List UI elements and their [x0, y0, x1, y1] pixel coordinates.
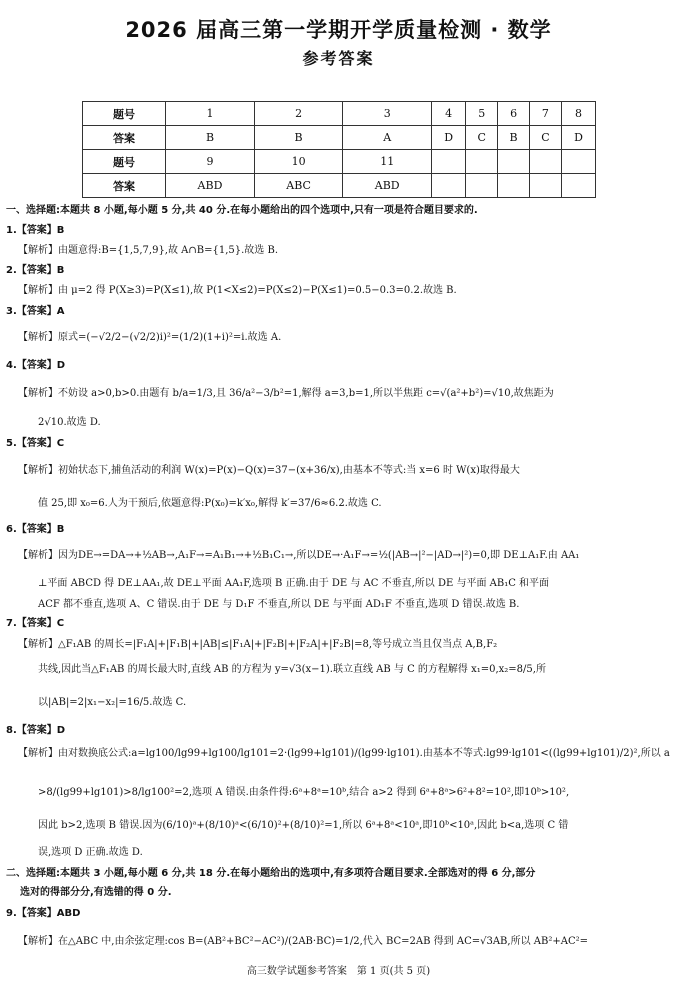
table-cell: 8: [562, 102, 596, 126]
answer-label: 1.【答案】B: [6, 225, 65, 236]
table-cell: B: [498, 126, 529, 150]
answer-label: 6.【答案】B: [6, 524, 65, 535]
table-cell: [498, 174, 529, 198]
table-cell: C: [466, 126, 498, 150]
table-row: [83, 126, 596, 150]
table-cell: 6: [498, 102, 529, 126]
table-cell: 3: [343, 102, 432, 126]
page-title: 2026 届高三第一学期开学质量检测 · 数学: [125, 18, 552, 42]
explanation-line: 【解析】在△ABC 中,由余弦定理:cos B=(AB²+BC²−AC²)/(2AB·BC)=1/2,代入 BC=2AB 得到 AC=√3AB,所以 AB²+AC²=: [18, 936, 588, 947]
table-cell: ABC: [254, 174, 342, 198]
table-cell: ABD: [166, 174, 255, 198]
table-cell: ABD: [343, 174, 432, 198]
table-cell: B: [254, 126, 342, 150]
table-cell: 5: [466, 102, 498, 126]
explanation-line: 【解析】原式=(−√2/2−(√2/2)i)²=(1/2)(1+i)²=i.故选 A.: [18, 332, 282, 343]
table-cell: B: [166, 126, 255, 150]
table-cell: 10: [254, 150, 342, 174]
answer-label: 2.【答案】B: [6, 265, 65, 276]
explanation-line: 【解析】由题意得:B={1,5,7,9},故 A∩B={1,5}.故选 B.: [18, 245, 279, 256]
answer-label: 9.【答案】ABD: [6, 908, 81, 919]
table-row: [83, 102, 596, 126]
table-cell: [498, 150, 529, 174]
table-cell: 11: [343, 150, 432, 174]
answer-label: 7.【答案】C: [6, 618, 65, 629]
table-cell: D: [432, 126, 466, 150]
explanation-line: 值 25,即 x₀=6.人为干预后,依题意得:P(x₀)=k′x₀,解得 k′=37/6≈6.2.故选 C.: [38, 498, 382, 509]
explanation-line: 【解析】由 μ=2 得 P(X≥3)=P(X≤1),故 P(1<X≤2)=P(X≤2)−P(X≤1)=0.5−0.3=0.2.故选 B.: [18, 285, 457, 296]
table-cell: 7: [529, 102, 561, 126]
explanation-line: 以|AB|=2|x₁−x₂|=16/5.故选 C.: [38, 697, 187, 708]
explanation-line: ACF 都不垂直,选项 A、C 错误.由于 DE 与 D₁F 不垂直,所以 DE 与平面 AD₁F 不垂直,选项 D 错误.故选 B.: [38, 599, 520, 610]
section-heading: 选对的得部分分,有选错的得 0 分.: [20, 887, 172, 898]
page-subtitle: 参考答案: [302, 49, 375, 68]
answer-table: [82, 101, 596, 198]
table-cell: [466, 150, 498, 174]
table-cell: 1: [166, 102, 255, 126]
table-cell: [432, 150, 466, 174]
table-cell: [466, 174, 498, 198]
answer-label: 8.【答案】D: [6, 725, 66, 736]
table-header-cell: 题号: [83, 150, 166, 174]
answer-label: 3.【答案】A: [6, 306, 65, 317]
explanation-line: 【解析】由对数换底公式:a=lg100/lg99+lg100/lg101=2·(lg99+lg101)/(lg99·lg101).由基本不等式:lg99·lg101<((lg99+lg101)/2)²,所以 a: [18, 748, 670, 759]
table-row: [83, 174, 596, 198]
explanation-line: >8/(lg99+lg101)>8/lg100²=2,选项 A 错误.由条件得:6ᵃ+8ᵃ=10ᵇ,结合 a>2 得到 6ᵃ+8ᵃ>6²+8²=10²,即10ᵇ>10²,: [38, 787, 570, 798]
explanation-line: 【解析】不妨设 a>0,b>0.由题有 b/a=1/3,且 36/a²−3/b²=1,解得 a=3,b=1,所以半焦距 c=√(a²+b²)=√10,故焦距为: [18, 388, 554, 399]
table-cell: D: [562, 126, 596, 150]
table-cell: 4: [432, 102, 466, 126]
table-header-cell: 答案: [83, 174, 166, 198]
table-cell: [562, 174, 596, 198]
table-cell: A: [343, 126, 432, 150]
explanation-line: 2√10.故选 D.: [38, 417, 101, 428]
table-cell: 9: [166, 150, 255, 174]
explanation-line: 因此 b>2,选项 B 错误.因为(6/10)ᵃ+(8/10)ᵃ<(6/10)²+(8/10)²=1,所以 6ᵃ+8ᵃ<10ᵃ,即10ᵇ<10ᵃ,因此 b<a,选项 C 错: [38, 820, 569, 831]
table-cell: [529, 174, 561, 198]
explanation-line: ⊥平面 ABCD 得 DE⊥AA₁,故 DE⊥平面 AA₁F,选项 B 正确.由于 DE 与 AC 不垂直,所以 DE 与平面 AB₁C 和平面: [38, 578, 550, 589]
explanation-line: 误,选项 D 正确.故选 D.: [38, 847, 143, 858]
table-header-cell: 题号: [83, 102, 166, 126]
explanation-line: 【解析】△F₁AB 的周长=|F₁A|+|F₁B|+|AB|≤|F₁A|+|F₂B|+|F₂A|+|F₂B|=8,等号成立当且仅当点 A,B,F₂: [18, 639, 498, 650]
section-heading: 一、选择题:本题共 8 小题,每小题 5 分,共 40 分.在每小题给出的四个选项中,只有一项是符合题目要求的.: [6, 205, 478, 216]
table-header-cell: 答案: [83, 126, 166, 150]
table-cell: [529, 150, 561, 174]
table-cell: 2: [254, 102, 342, 126]
explanation-line: 【解析】因为DE→=DA→+½AB→,A₁F→=A₁B₁→+½B₁C₁→,所以DE→·A₁F→=½(|AB→|²−|AD→|²)=0,即 DE⊥A₁F.由 AA₁: [18, 550, 580, 561]
table-cell: [432, 174, 466, 198]
answer-label: 4.【答案】D: [6, 360, 66, 371]
section-heading: 二、选择题:本题共 3 小题,每小题 6 分,共 18 分.在每小题给出的选项中,有多项符合题目要求.全部选对的得 6 分,部分: [6, 868, 536, 879]
explanation-line: 共线,因此当△F₁AB 的周长最大时,直线 AB 的方程为 y=√3(x−1).联立直线 AB 与 C 的方程解得 x₁=0,x₂=8/5,所: [38, 664, 546, 675]
table-cell: [562, 150, 596, 174]
page-footer: 高三数学试题参考答案 第 1 页(共 5 页): [246, 966, 431, 977]
explanation-line: 【解析】初始状态下,捕鱼活动的利润 W(x)=P(x)−Q(x)=37−(x+36/x),由基本不等式:当 x=6 时 W(x)取得最大: [18, 465, 520, 476]
answer-label: 5.【答案】C: [6, 438, 65, 449]
table-row: [83, 150, 596, 174]
table-cell: C: [529, 126, 561, 150]
